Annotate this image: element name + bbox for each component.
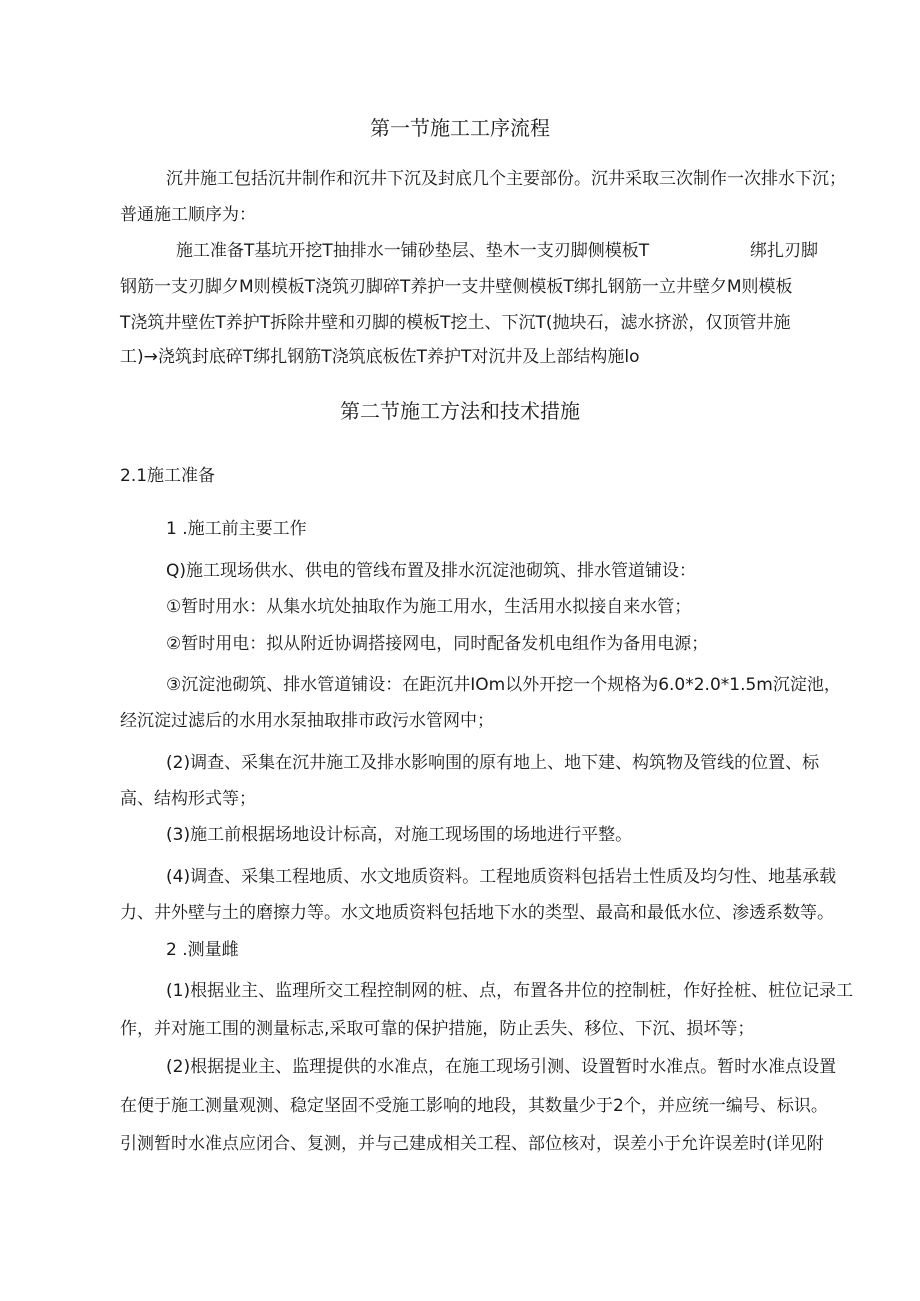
flow-line4: 工)→浇筑封底碎T绑扎钢筋T浇筑底板佐T养护T对沉井及上部结构施lo bbox=[120, 347, 640, 367]
item1-p1-c-line1: ③沉淀池砌筑、排水管道铺设：在距沉井IOm以外开挖一个规格为6.0*2.0*1.5m沉淀池， bbox=[166, 675, 841, 695]
flow-line2: 钢筋一支刃脚夕M则模板T浇筑刃脚碎T养护一支井壁侧模板T绑扎钢筋一立井壁夕M则模板 bbox=[120, 277, 793, 297]
flow-line3: T浇筑井壁佐T养护T拆除井壁和刃脚的模板T挖土、下沉T(抛块石，滤水挤淤，仅顶管井施 bbox=[120, 313, 791, 333]
item2-p2-line2: 在便于施工测量观测、稳定坚固不受施工影响的地段，其数量少于2个，并应统一编号、标识。 bbox=[120, 1096, 828, 1116]
section1-para1-line1: 沉井施工包括沉井制作和沉井下沉及封底几个主要部份。沉井采取三次制作一次排水下沉； bbox=[166, 169, 846, 189]
item1-p1-c-line2: 经沉淀过滤后的水用水泵抽取排市政污水管网中； bbox=[120, 711, 494, 731]
item2-p1-line1: (1)根据业主、监理所交工程控制网的桩、点，布置各井位的控制桩，作好拴桩、桩位记录工 bbox=[166, 981, 854, 1001]
item1-p1: Q)施工现场供水、供电的管线布置及排水沉淀池砌筑、排水管道铺设： bbox=[166, 561, 697, 581]
item1-p2-line2: 高、结构形式等； bbox=[120, 789, 256, 809]
flow-line1b: 绑扎刃脚 bbox=[750, 241, 818, 261]
item2-title: 2 .测量雌 bbox=[166, 940, 239, 960]
item2-p2-line1: (2)根据提业主、监理提供的水准点，在施工现场引测、设置暂时水准点。暂时水准点设置 bbox=[166, 1057, 837, 1077]
item1-p1-a: ①暂时用水：从集水坑处抽取作为施工用水，生活用水拟接自来水管； bbox=[166, 597, 692, 617]
flow-line1a: 施工准备T基坑开挖T抽排水一铺砂垫层、垫木一支刃脚侧模板T bbox=[176, 241, 650, 261]
section1-para1-line2: 普通施工顺序为： bbox=[120, 205, 256, 225]
item2-p1-line2: 作，并对施工围的测量标志,采取可靠的保护措施，防止丢失、移位、下沉、损坏等； bbox=[120, 1019, 755, 1039]
item2-p2-line3: 引测暂时水准点应闭合、复测，并与己建成相关工程、部位核对，误差小于允许误差时(详见附 bbox=[120, 1134, 824, 1154]
item1-p1-b: ②暂时用电：拟从附近协调搭接网电，同时配备发机电组作为备用电源； bbox=[166, 634, 709, 654]
item1-p2-line1: (2)调查、采集在沉井施工及排水影响围的原有地上、地下建、构筑物及管线的位置、标 bbox=[166, 753, 820, 773]
item1-p4-line1: (4)调查、采集工程地质、水文地质资料。工程地质资料包括岩土性质及均匀性、地基承载 bbox=[166, 867, 837, 887]
section2-title: 第二节施工方法和技术措施 bbox=[340, 399, 580, 423]
item1-p4-line2: 力、井外壁与土的磨擦力等。水文地质资料包括地下水的类型、最高和最低水位、渗透系数等。 bbox=[120, 903, 834, 923]
item1-p3: (3)施工前根据场地设计标高，对施工现场围的场地进行平整。 bbox=[166, 825, 633, 845]
section2-subtitle: 2.1施工准备 bbox=[120, 466, 216, 486]
section1-title: 第一节施工工序流程 bbox=[370, 116, 550, 140]
item1-title: 1 .施工前主要工作 bbox=[166, 519, 307, 539]
